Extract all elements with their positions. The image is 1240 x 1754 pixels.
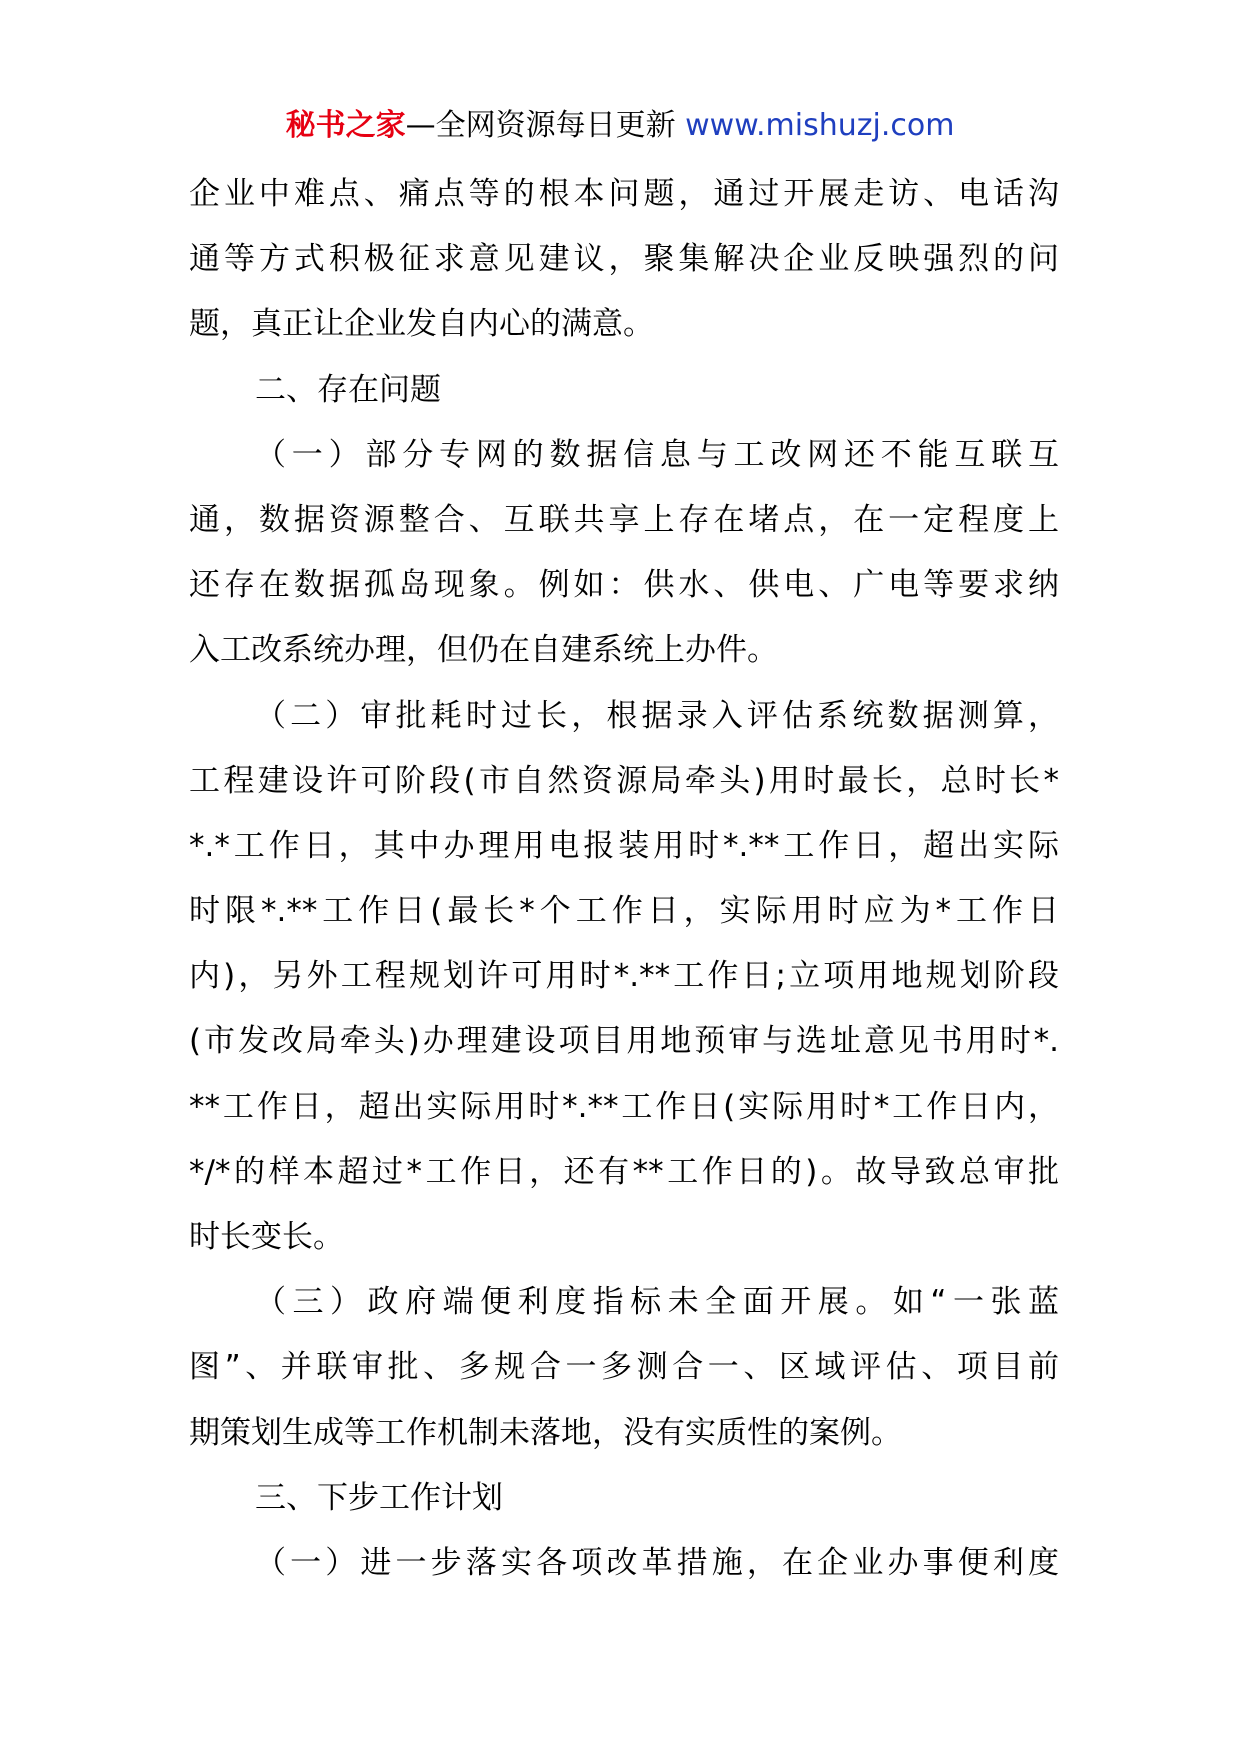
section-heading: 二、存在问题 <box>255 371 441 408</box>
text-line: 图”、并联审批、多规合一多测合一、区域评估、项目前 <box>189 1349 1059 1386</box>
text-line: 内)，另外工程规划许可用时*.**工作日;立项用地规划阶段 <box>189 958 1059 995</box>
text-line: *.*工作日，其中办理用电报装用时*.**工作日，超出实际 <box>189 827 1059 864</box>
text-line: 期策划生成等工作机制未落地，没有实质性的案例。 <box>189 1414 902 1451</box>
text-line: */*的样本超过*工作日，还有**工作日的)。故导致总审批 <box>189 1153 1059 1190</box>
text-line: 企业中难点、痛点等的根本问题，通过开展走访、电话沟 <box>189 176 1059 212</box>
header-brand: 秘书之家 <box>285 108 406 143</box>
text-line: 通等方式积极征求意见建议，聚集解决企业反映强烈的问 <box>189 241 1059 278</box>
text-line: (市发改局牵头)办理建设项目用地预审与选址意见书用时*. <box>189 1023 1059 1060</box>
text-line: **工作日，超出实际用时*.**工作日(实际用时*工作日内， <box>189 1088 1059 1125</box>
text-line: （二）审批耗时过长，根据录入评估系统数据测算， <box>255 697 1059 734</box>
text-line: （三）政府端便利度指标未全面开展。如“一张蓝 <box>255 1284 1059 1321</box>
text-line: 入工改系统办理，但仍在自建系统上办件。 <box>189 632 778 669</box>
text-line: （一）部分专网的数据信息与工改网还不能互联互 <box>255 436 1059 473</box>
text-line: 题，真正让企业发自内心的满意。 <box>189 306 654 343</box>
text-line: 还存在数据孤岛现象。例如：供水、供电、广电等要求纳 <box>189 567 1059 604</box>
site-header <box>0 104 1240 148</box>
section-heading: 三、下步工作计划 <box>255 1479 503 1516</box>
text-line: 时长变长。 <box>189 1219 344 1255</box>
text-line: 时限*.**工作日(最长*个工作日，实际用时应为*工作日 <box>189 893 1059 930</box>
header-tagline: —全网资源每日更新 <box>405 108 676 143</box>
text-line: 工程建设许可阶段(市自然资源局牵头)用时最长，总时长* <box>189 762 1059 799</box>
text-line: （一）进一步落实各项改革措施，在企业办事便利度 <box>255 1544 1059 1581</box>
header-url-link[interactable]: www.mishuzj.com <box>685 108 955 143</box>
text-line: 通，数据资源整合、互联共享上存在堵点，在一定程度上 <box>189 501 1059 538</box>
document-body <box>189 162 1059 1596</box>
